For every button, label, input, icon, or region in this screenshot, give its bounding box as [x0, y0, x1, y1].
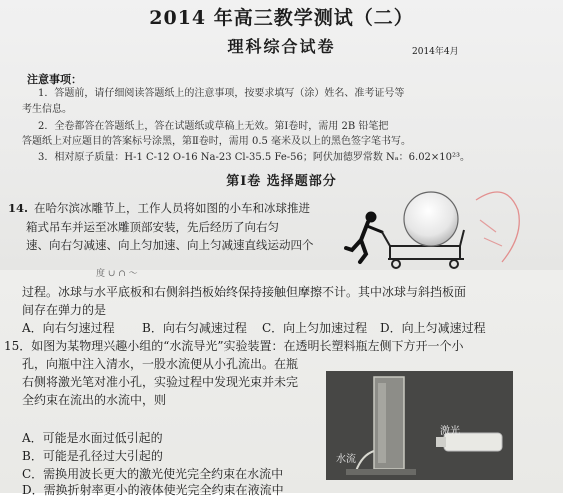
- q15-option-c: C．需换用波长更大的激光使光完全约束在水流中: [22, 467, 284, 481]
- exam-title: 2014 年高三教学测试（二）: [149, 7, 414, 29]
- q14-line-1: [8, 203, 310, 215]
- q14-option-b: B．向右匀减速过程: [142, 321, 247, 335]
- notice-heading: 注意事项：: [27, 73, 82, 86]
- q14-continued-1: 过程。冰球与水平底板和右侧斜挡板始终保持接触但摩擦不计。其中冰球与斜挡板面: [22, 285, 467, 299]
- notice-item-3: 3．相对原子质量：H-1 C-12 O-16 Na-23 Cl-35.5 Fe-56；阿伏加德罗常数 Nₐ：6.02×10²³。: [38, 152, 471, 163]
- notice-item-1: 1．答题前，请仔细阅读答题纸上的注意事项，按要求填写（涂）姓名、准考证号等: [38, 88, 405, 99]
- q15-line-3: 右侧将激光笔对准小孔，实验过程中发现光束并未完: [22, 375, 299, 389]
- q14-option-d: D．向上匀减速过程: [380, 321, 486, 335]
- exam-subtitle: 理科综合试卷: [227, 37, 336, 56]
- q14-line-3: 速、向右匀减速、向上匀加速、向上匀减速直线运动四个: [26, 238, 314, 252]
- figure-label-water: 水流: [336, 454, 356, 465]
- q15-option-d: D．需换折射率更小的液体使光完全约束在液流中: [22, 483, 284, 497]
- notice-item-2: 2．全卷都答在答题纸上，答在试题纸或草稿上无效。第Ⅰ卷时，需用 2B 铅笔把: [38, 121, 389, 132]
- q15-option-a: A．可能是水面过低引起的: [22, 431, 163, 445]
- q15-line-1: 15．如图为某物理兴趣小组的“水流导光”实验装置：在透明长塑料瓶左侧下方开一个小: [4, 339, 464, 353]
- q14-number: 14.: [8, 201, 29, 215]
- q15-line-2: 孔，向瓶中注入清水，一股水流便从小孔流出。在瓶: [22, 357, 299, 371]
- notice-item-2-cont: 答题纸上对应题目的答案标号涂黑，第Ⅱ卷时，需用 0.5 毫米及以上的黑色签字笔书写。: [22, 136, 412, 147]
- ice-cart-figure: [330, 188, 470, 276]
- figure-label-laser: 激光: [440, 426, 460, 437]
- section-heading: 第Ⅰ卷 选择题部分: [226, 174, 337, 189]
- q14-continued-2: 间存在弹力的是: [22, 303, 107, 317]
- q14-line-2: 箱式吊车并运至冰雕顶部安装，先后经历了向右匀: [26, 220, 279, 234]
- worker-figure: [346, 212, 382, 262]
- ice-ball: [404, 192, 458, 246]
- q14-blurred-line: 度 ∪ ∩ ～: [96, 269, 138, 279]
- q15-option-b: B．可能是孔径过大引起的: [22, 449, 163, 463]
- q14-text-1: 在哈尔滨冰雕节上，工作人员将如图的小车和冰球推进: [34, 201, 311, 215]
- q15-line-4: 全约束在流出的水流中，则: [22, 393, 167, 407]
- notice-item-1-cont: 考生信息。: [22, 104, 72, 115]
- q14-option-a: A．向右匀速过程: [22, 321, 115, 335]
- red-stamp-mark: [466, 180, 526, 270]
- exam-date: 2014年4月: [412, 47, 459, 57]
- q14-option-c: C．向上匀加速过程: [262, 321, 368, 335]
